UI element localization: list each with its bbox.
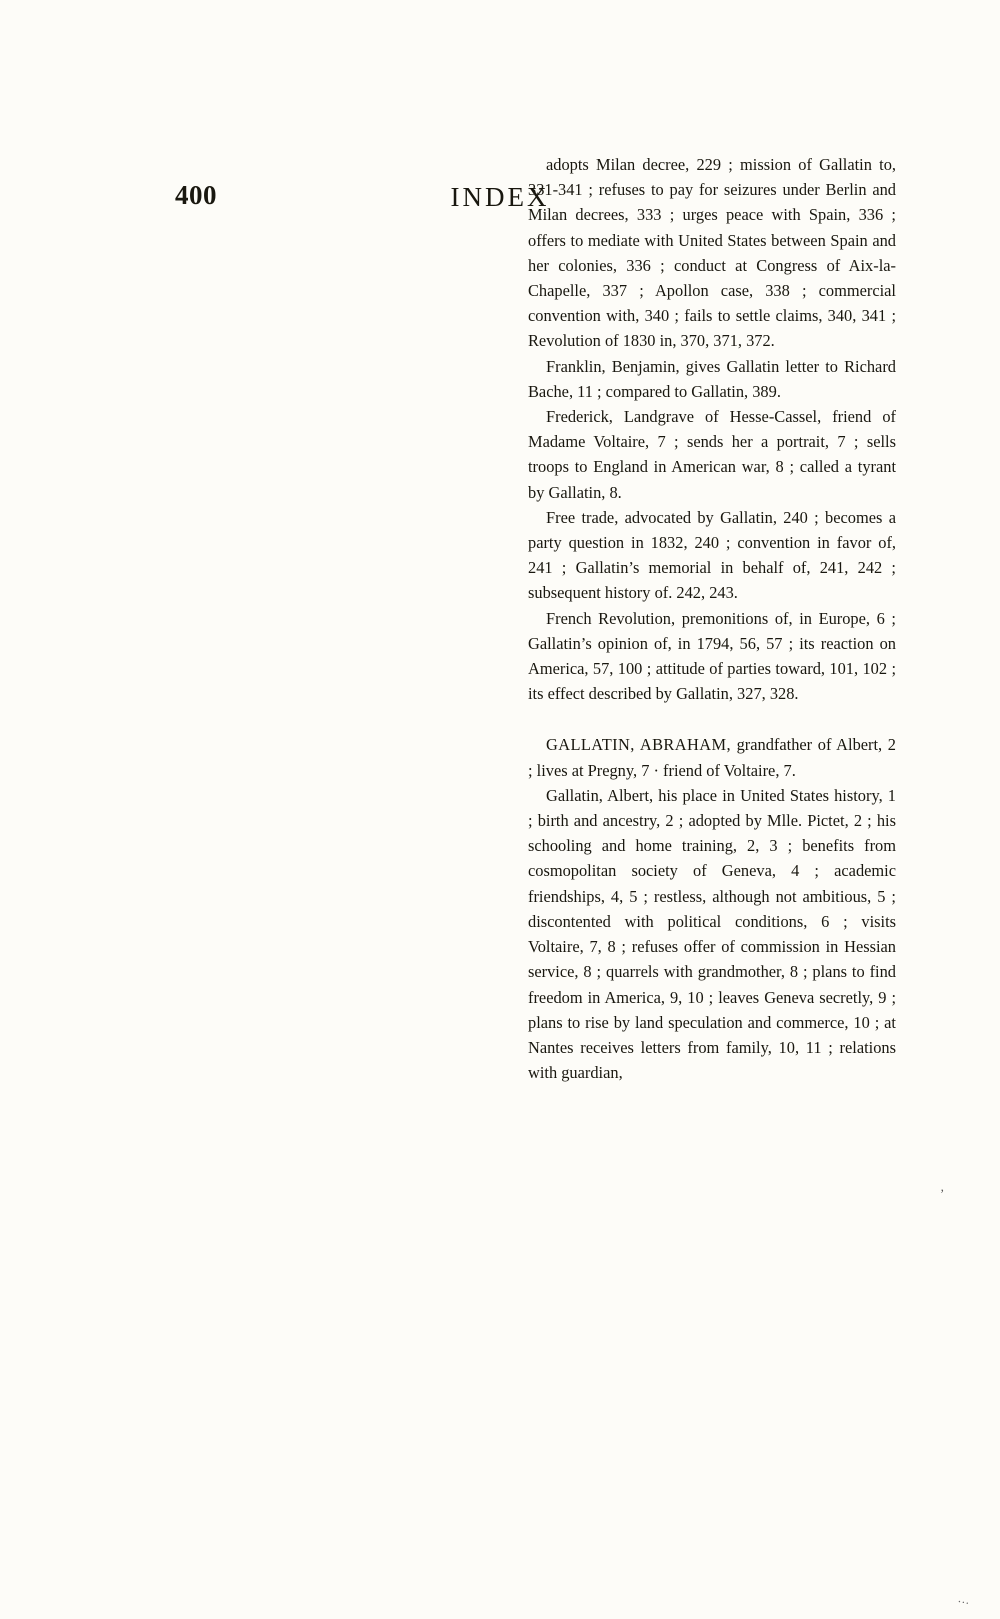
entry-franklin-benjamin: Franklin, Benjamin, gives Gallatin letter to Richard Bache, 11 ; compared to Gallatin, 389. [528, 356, 896, 401]
entry-free-trade: Free trade, advocated by Gallatin, 240 ; becomes a party question in 1832, 240 ; convention in favor of, 241 ; Gallatin’s memorial in behalf of, 241, 242 ; subsequent history of. 242, 243. [528, 507, 896, 603]
entry-adopts-milan-decree: adopts Milan decree, 229 ; mission of Gallatin to, 331-341 ; refuses to pay for seizures under Berlin and Milan decrees, 333 ; urges peace with Spain, 336 ; offers to mediate with United States between Spain and her colonies, 336 ; conduct at Congress of Aix-la-Chapelle, 337 ; Apollon case, 338 ; commercial convention with, 340 ; fails to settle claims, 340, 341 ; Revolution of 1830 in, 370, 371, 372. [528, 155, 896, 351]
page-number: 400 [175, 180, 217, 210]
corner-mark: … [956, 1590, 972, 1608]
entry-headword: GALLATIN, ABRAHAM, [546, 735, 731, 755]
running-head: INDEX [450, 182, 550, 212]
page-header [0, 88, 1000, 212]
entry-gallatin-abraham: GALLATIN, ABRAHAM, grandfather of Albert, 2 ; lives at Pregny, 7 · friend of Voltaire, 7. [528, 735, 896, 780]
entry-gallatin-albert: Gallatin, Albert, his place in United States history, 1 ; birth and ancestry, 2 ; adopted by Mlle. Pictet, 2 ; his schooling and home training, 2, 3 ; benefits from cosmopolitan society of Geneva, 4 ; academic friendships, 4, 5 ; restless, although not ambitious, 5 ; discontented with political conditions, 6 ; visits Voltaire, 7, 8 ; refuses offer of commission in Hessian service, 8 ; quarrels with grandmother, 8 ; plans to find freedom in America, 9, 10 ; leaves Geneva secretly, 9 ; plans to rise by land speculation and commerce, 10 ; at Nantes receives letters from family, 10, 11 ; relations with guardian, [528, 785, 896, 1083]
entry-french-revolution: French Revolution, premonitions of, in Europe, 6 ; Gallatin’s opinion of, in 1794, 56, 57 ; its reaction on America, 57, 100 ; attitude of parties toward, 101, 102 ; its effect described by Gallatin, 327, 328. [528, 608, 896, 704]
margin-mark: ’ [940, 1186, 945, 1201]
index-column [528, 152, 896, 1085]
entry-frederick-landgrave: Frederick, Landgrave of Hesse-Cassel, friend of Madame Voltaire, 7 ; sends her a portrait, 7 ; sells troops to England in American war, 8 ; called a tyrant by Gallatin, 8. [528, 407, 896, 502]
